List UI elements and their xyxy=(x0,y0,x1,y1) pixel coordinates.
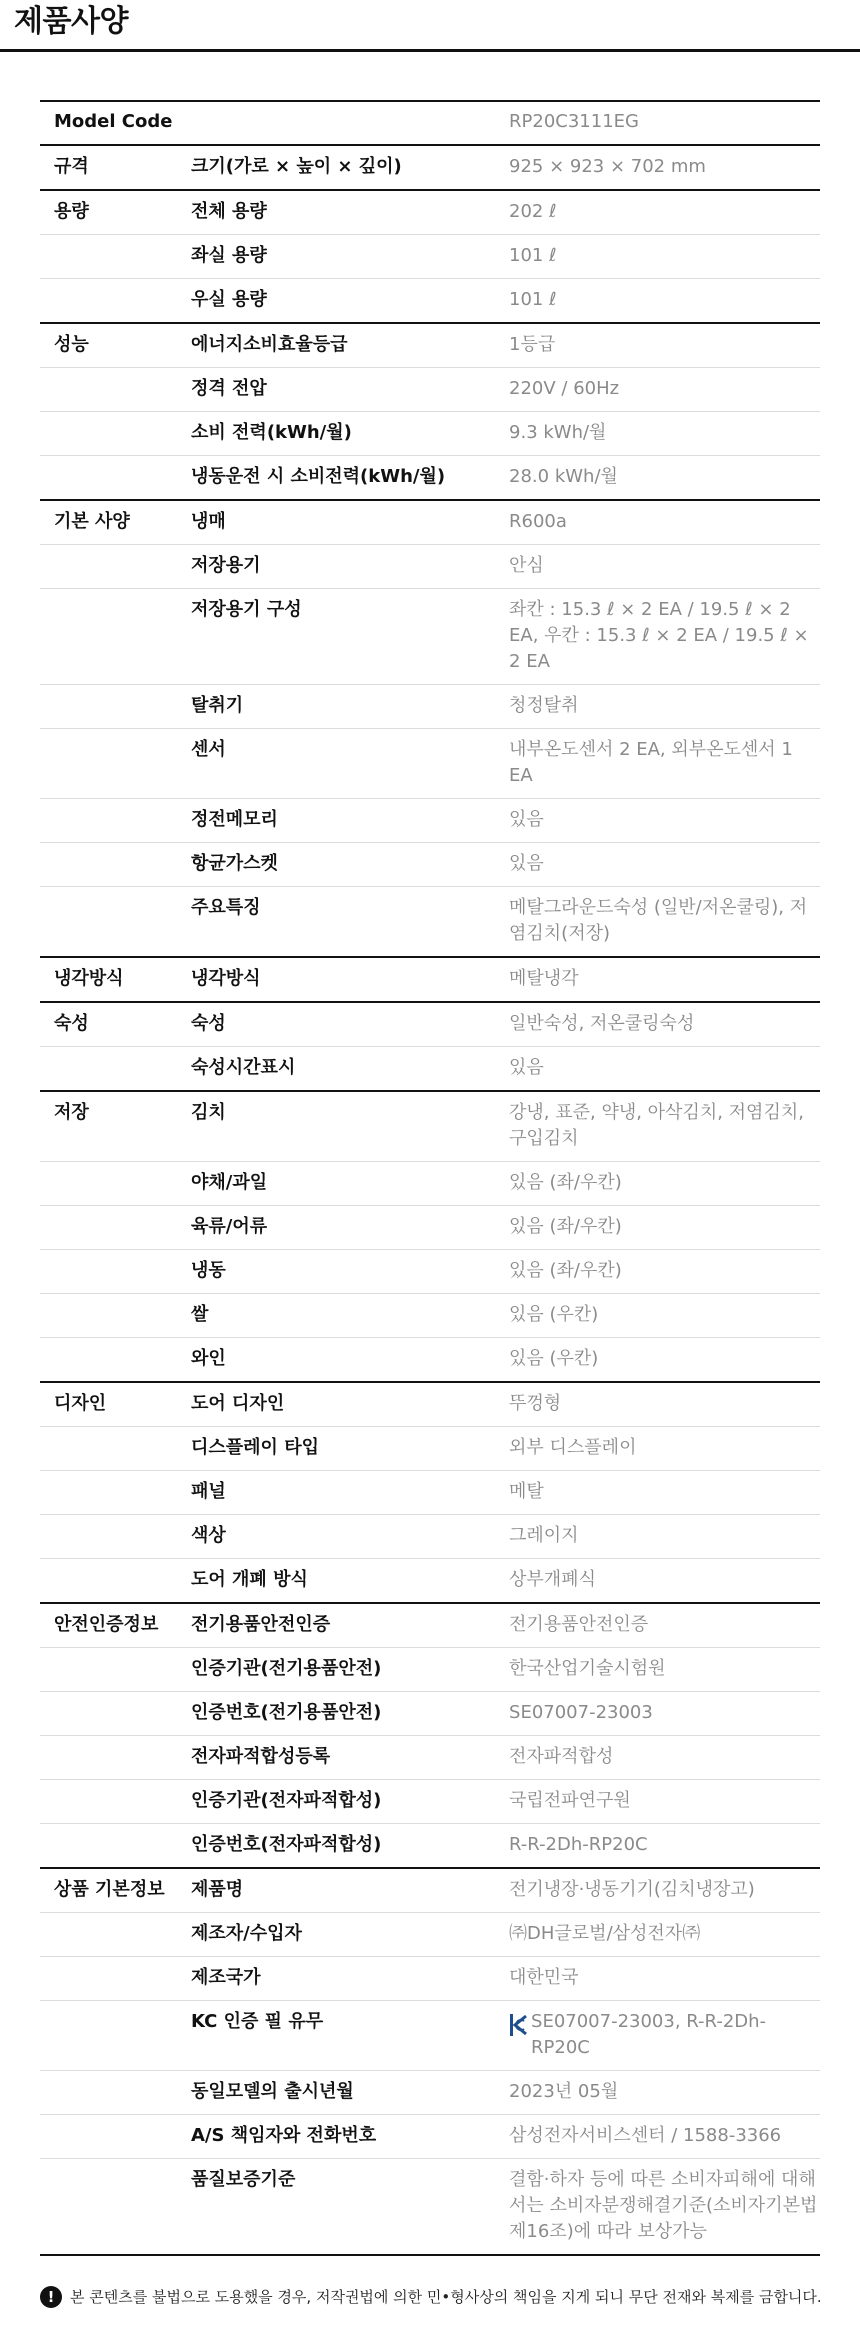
spec-field-label: 색상 xyxy=(191,1525,226,1546)
spec-field-value: 일반숙성, 저온쿨링숙성 xyxy=(509,1013,695,1034)
kc-number-text: SE07007-23003, R-R-2Dh-RP20C xyxy=(531,2011,767,2058)
spec-group-label: 디자인 xyxy=(54,1393,107,1414)
spec-row xyxy=(40,1780,820,1824)
spec-row xyxy=(40,2071,820,2115)
spec-group-label xyxy=(40,1206,177,1250)
spec-field-value: 좌칸 : 15.3 ℓ × 2 EA / 19.5 ℓ × 2 EA, 우칸 : 15.3 ℓ × 2 EA / 19.5 ℓ × 2 EA xyxy=(509,599,809,672)
spec-field-value: 있음 (좌/우칸) xyxy=(509,1260,622,1281)
spec-field-value: 메탈냉각 xyxy=(509,968,579,989)
spec-field-value: 1등급 xyxy=(509,334,556,355)
spec-field-label: 김치 xyxy=(191,1102,226,1123)
spec-row xyxy=(40,1824,820,1869)
spec-group-label xyxy=(40,1780,177,1824)
spec-row xyxy=(40,323,820,368)
spec-field-value: 2023년 05월 xyxy=(509,2081,619,2102)
spec-group-label xyxy=(40,1824,177,1869)
spec-field-label: 인증기관(전자파적합성) xyxy=(191,1790,382,1811)
spec-row xyxy=(40,1338,820,1383)
spec-field-label: 크기(가로 × 높이 × 깊이) xyxy=(191,156,402,177)
spec-row xyxy=(40,2001,820,2071)
spec-field-label: 쌀 xyxy=(191,1304,209,1325)
spec-field-label: 숙성시간표시 xyxy=(191,1057,296,1078)
spec-field-value: 내부온도센서 2 EA, 외부온도센서 1 EA xyxy=(509,739,793,786)
spec-field-label: 전자파적합성등록 xyxy=(191,1746,331,1767)
spec-group-label xyxy=(40,1913,177,1957)
copyright-notice xyxy=(40,2286,840,2308)
spec-group-label xyxy=(40,412,177,456)
spec-field-value: 삼성전자서비스센터 / 1588-3366 xyxy=(509,2125,782,2146)
spec-field-value: 결함·하자 등에 따른 소비자피해에 대해서는 소비자분쟁해결기준(소비자기본법 제16조)에 따라 보상가능 xyxy=(509,2169,818,2242)
spec-group-label: 용량 xyxy=(54,201,89,222)
spec-row xyxy=(40,545,820,589)
spec-group-label xyxy=(40,1736,177,1780)
spec-field-label: 인증기관(전기용품안전) xyxy=(191,1658,382,1679)
spec-field-value: R-R-2Dh-RP20C xyxy=(509,1834,648,1855)
spec-group-label xyxy=(40,1427,177,1471)
spec-field-label: 좌실 용량 xyxy=(191,245,267,266)
spec-group-label xyxy=(40,1515,177,1559)
spec-field-value: 220V / 60Hz xyxy=(509,378,620,399)
spec-group-label xyxy=(40,729,177,799)
spec-field-value: 있음 xyxy=(509,853,544,874)
spec-field-label: 냉각방식 xyxy=(191,968,261,989)
spec-group-label xyxy=(40,2115,177,2159)
spec-group-label: 상품 기본정보 xyxy=(54,1879,165,1900)
spec-group-label xyxy=(40,1250,177,1294)
notice-text: 본 콘텐츠를 불법으로 도용했을 경우, 저작권법에 의한 민•형사상의 책임을 지게 되니 무단 전재와 복제를 금합니다. xyxy=(70,2288,822,2306)
page-title: 제품사양 xyxy=(14,4,128,39)
spec-row xyxy=(40,500,820,545)
spec-field-label: 항균가스켓 xyxy=(191,853,278,874)
spec-field-value: 전자파적합성 xyxy=(509,1746,614,1767)
spec-group-label: 저장 xyxy=(54,1102,89,1123)
spec-group-label xyxy=(40,368,177,412)
spec-field-value: 안심 xyxy=(509,555,544,576)
spec-group-label xyxy=(40,887,177,958)
spec-row xyxy=(40,799,820,843)
spec-group-label xyxy=(40,235,177,279)
spec-field-label: 소비 전력(kWh/월) xyxy=(191,422,352,443)
spec-field-value: 있음 (우칸) xyxy=(509,1348,599,1369)
spec-group-label xyxy=(40,1338,177,1383)
spec-group-label xyxy=(40,1559,177,1604)
spec-field-label: 저장용기 xyxy=(191,555,261,576)
spec-row xyxy=(40,685,820,729)
spec-field-value: 925 × 923 × 702 mm xyxy=(509,156,706,177)
spec-field-value: 상부개폐식 xyxy=(509,1569,596,1590)
spec-field-label: 야채/과일 xyxy=(191,1172,268,1193)
spec-row xyxy=(40,887,820,958)
spec-row xyxy=(40,1250,820,1294)
spec-field-value: 메탈 xyxy=(509,1481,544,1502)
spec-field-value: 있음 (우칸) xyxy=(509,1304,599,1325)
spec-field-label: 주요특징 xyxy=(191,897,261,918)
spec-table xyxy=(40,100,820,2256)
spec-field-value: 101 ℓ xyxy=(509,289,557,310)
spec-row xyxy=(40,456,820,501)
spec-row xyxy=(40,1913,820,1957)
spec-field-label: 패널 xyxy=(191,1481,226,1502)
spec-field-value: 메탈그라운드숙성 (일반/저온쿨링), 저염김치(저장) xyxy=(509,897,808,944)
spec-table-body xyxy=(40,101,820,2255)
spec-field-label: 냉동운전 시 소비전력(kWh/월) xyxy=(191,466,446,487)
spec-row xyxy=(40,412,820,456)
spec-field-value xyxy=(495,2001,820,2071)
spec-field-value: 강냉, 표준, 약냉, 아삭김치, 저염김치, 구입김치 xyxy=(509,1102,804,1149)
spec-field-value: 전기냉장·냉동기기(김치냉장고) xyxy=(509,1879,755,1900)
spec-field-value: 있음 (좌/우칸) xyxy=(509,1216,622,1237)
spec-row xyxy=(40,1736,820,1780)
spec-group-label xyxy=(40,1471,177,1515)
spec-field-label: 전기용품안전인증 xyxy=(191,1614,331,1635)
spec-group-label xyxy=(40,1648,177,1692)
spec-group-label xyxy=(40,456,177,501)
spec-group-label: Model Code xyxy=(54,111,173,132)
spec-field-value: 9.3 kWh/월 xyxy=(509,422,607,443)
spec-group-label xyxy=(40,2159,177,2256)
spec-field-value: 대한민국 xyxy=(509,1967,579,1988)
spec-field-value: 있음 (좌/우칸) xyxy=(509,1172,622,1193)
spec-row xyxy=(40,1162,820,1206)
spec-row xyxy=(40,1206,820,1250)
spec-row xyxy=(40,1427,820,1471)
spec-row xyxy=(40,1294,820,1338)
spec-field-label: 와인 xyxy=(191,1348,226,1369)
spec-field-label: 정전메모리 xyxy=(191,809,278,830)
spec-field-value: SE07007-23003 xyxy=(509,1702,653,1723)
spec-row xyxy=(40,1471,820,1515)
spec-field-value: R600a xyxy=(509,511,567,532)
spec-row xyxy=(40,1648,820,1692)
spec-row xyxy=(40,145,820,190)
spec-group-label: 안전인증정보 xyxy=(54,1614,159,1635)
spec-row xyxy=(40,1559,820,1604)
spec-row xyxy=(40,101,820,145)
spec-row xyxy=(40,190,820,235)
spec-field-value: 101 ℓ xyxy=(509,245,557,266)
spec-group-label xyxy=(40,843,177,887)
spec-row xyxy=(40,1382,820,1427)
page-header xyxy=(0,0,860,52)
spec-row xyxy=(40,589,820,685)
spec-row xyxy=(40,1603,820,1648)
kc-mark-icon xyxy=(509,2013,529,2039)
spec-field-label: 탈취기 xyxy=(191,695,244,716)
spec-field-label: 품질보증기준 xyxy=(191,2169,296,2190)
spec-row xyxy=(40,2159,820,2256)
spec-field-label: 숙성 xyxy=(191,1013,226,1034)
spec-row xyxy=(40,1957,820,2001)
spec-group-label xyxy=(40,279,177,324)
spec-row xyxy=(40,1091,820,1162)
spec-field-label: 정격 전압 xyxy=(191,378,267,399)
spec-field-label: A/S 책임자와 전화번호 xyxy=(191,2125,377,2146)
spec-field-label: 제조자/수입자 xyxy=(191,1923,302,1944)
spec-field-value: 외부 디스플레이 xyxy=(509,1437,637,1458)
spec-row xyxy=(40,1002,820,1047)
spec-group-label xyxy=(40,1692,177,1736)
spec-group-label xyxy=(40,589,177,685)
spec-group-label: 규격 xyxy=(54,156,89,177)
spec-row xyxy=(40,235,820,279)
spec-group-label xyxy=(40,545,177,589)
spec-row xyxy=(40,957,820,1002)
spec-group-label xyxy=(40,1047,177,1092)
spec-field-label: 도어 디자인 xyxy=(191,1393,285,1414)
spec-field-label: 센서 xyxy=(191,739,226,760)
spec-field-label: 인증번호(전자파적합성) xyxy=(191,1834,382,1855)
spec-field-value: 한국산업기술시험원 xyxy=(509,1658,666,1679)
spec-field-label: 전체 용량 xyxy=(191,201,267,222)
spec-row xyxy=(40,1692,820,1736)
spec-field-label: KC 인증 필 유무 xyxy=(191,2011,324,2032)
spec-field-label: 냉매 xyxy=(191,511,226,532)
spec-field-label: 인증번호(전기용품안전) xyxy=(191,1702,382,1723)
spec-field-value: 202 ℓ xyxy=(509,201,557,222)
spec-row xyxy=(40,368,820,412)
spec-field-value: ㈜DH글로벌/삼성전자㈜ xyxy=(509,1923,701,1944)
spec-row xyxy=(40,1868,820,1913)
exclamation-icon: ! xyxy=(40,2286,62,2308)
spec-field-label: 동일모델의 출시년월 xyxy=(191,2081,354,2102)
spec-field-value: 청정탈취 xyxy=(509,695,579,716)
spec-field-value: 국립전파연구원 xyxy=(509,1790,631,1811)
spec-field-label: 도어 개폐 방식 xyxy=(191,1569,308,1590)
spec-field-label: 냉동 xyxy=(191,1260,226,1281)
spec-group-label xyxy=(40,799,177,843)
spec-field-value: 있음 xyxy=(509,1057,544,1078)
spec-group-label: 숙성 xyxy=(54,1013,89,1034)
spec-field-value: 그레이지 xyxy=(509,1525,579,1546)
spec-field-label: 에너지소비효율등급 xyxy=(191,334,348,355)
spec-field-label: 디스플레이 타입 xyxy=(191,1437,319,1458)
spec-group-label xyxy=(40,685,177,729)
spec-field-value: 28.0 kWh/월 xyxy=(509,466,618,487)
spec-row xyxy=(40,843,820,887)
spec-row xyxy=(40,1047,820,1092)
spec-group-label xyxy=(40,1294,177,1338)
spec-group-label xyxy=(40,2001,177,2071)
spec-group-label: 성능 xyxy=(54,334,89,355)
spec-field-value: 뚜껑형 xyxy=(509,1393,562,1414)
spec-field-label: 우실 용량 xyxy=(191,289,267,310)
spec-group-label xyxy=(40,1162,177,1206)
spec-field-label: 제품명 xyxy=(191,1879,244,1900)
spec-field-label: 저장용기 구성 xyxy=(191,599,302,620)
spec-field-label: 육류/어류 xyxy=(191,1216,268,1237)
spec-row xyxy=(40,1515,820,1559)
spec-row xyxy=(40,2115,820,2159)
spec-field-value: 전기용품안전인증 xyxy=(509,1614,649,1635)
spec-group-label xyxy=(40,2071,177,2115)
spec-field-value: RP20C3111EG xyxy=(509,111,639,132)
kc-certification xyxy=(509,2009,820,2061)
spec-row xyxy=(40,729,820,799)
spec-group-label xyxy=(40,1957,177,2001)
spec-row xyxy=(40,279,820,324)
spec-field-value: 있음 xyxy=(509,809,544,830)
spec-field-label: 제조국가 xyxy=(191,1967,261,1988)
spec-group-label: 기본 사양 xyxy=(54,511,130,532)
spec-group-label: 냉각방식 xyxy=(54,968,124,989)
